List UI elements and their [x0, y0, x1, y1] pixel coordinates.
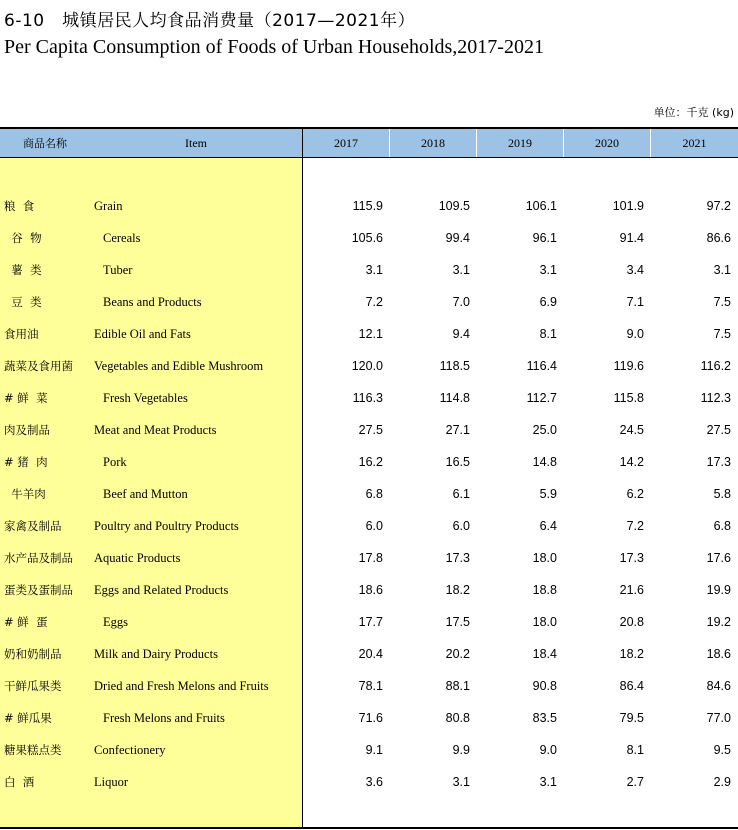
row-item-en: Confectionery: [94, 743, 166, 757]
header-item: Item: [90, 129, 302, 157]
value-cell-2021: 17.6: [706, 551, 731, 565]
value-cell-2017: 17.8: [358, 551, 383, 565]
value-cell-2020: 18.2: [619, 647, 644, 661]
row-name-cn: 糖果糕点类: [4, 743, 62, 757]
value-cell-2021: 2.9: [713, 775, 731, 789]
value-cell-2021: 9.5: [713, 743, 731, 757]
value-cell-2019: 6.4: [539, 519, 557, 533]
table-row: [0, 318, 738, 350]
value-cell-2018: 7.0: [452, 295, 470, 309]
table-row: [0, 190, 738, 222]
value-cell-2017: 116.3: [352, 391, 383, 405]
value-cell-2021: 116.2: [700, 359, 731, 373]
value-cell-2019: 106.1: [525, 199, 557, 213]
table-bottom-rule: [0, 827, 738, 829]
value-cell-2017: 20.4: [358, 647, 383, 661]
value-cell-2018: 17.5: [445, 615, 470, 629]
table-row: [0, 542, 738, 574]
value-cell-2020: 115.8: [613, 391, 644, 405]
value-cell-2017: 115.9: [352, 199, 383, 213]
value-cell-2021: 18.6: [706, 647, 731, 661]
value-cell-2019: 6.9: [539, 295, 557, 309]
row-name-cn: 蛋类及蛋制品: [4, 583, 73, 597]
value-cell-2019: 83.5: [532, 711, 557, 725]
value-cell-2018: 20.2: [445, 647, 470, 661]
value-cell-2018: 27.1: [445, 423, 470, 437]
row-name-cn: 肉及制品: [4, 423, 50, 437]
value-cell-2021: 7.5: [713, 295, 731, 309]
value-cell-2020: 101.9: [612, 199, 644, 213]
value-cell-2019: 18.8: [532, 583, 557, 597]
table-row: [0, 638, 738, 670]
table-row: [0, 414, 738, 446]
row-item-en: Milk and Dairy Products: [94, 647, 218, 661]
page-title-english: Per Capita Consumption of Foods of Urban Households,2017-2021: [4, 36, 544, 58]
value-cell-2017: 3.1: [365, 263, 383, 277]
value-cell-2021: 19.2: [706, 615, 731, 629]
row-item-en: Fresh Vegetables: [103, 391, 188, 405]
value-cell-2019: 25.0: [532, 423, 557, 437]
value-cell-2017: 7.2: [365, 295, 383, 309]
value-cell-2017: 120.0: [351, 359, 383, 373]
value-cell-2018: 9.4: [452, 327, 470, 341]
row-name-cn: # 鲜 菜: [4, 391, 48, 405]
table-row: [0, 254, 738, 286]
table-row: [0, 222, 738, 254]
header-year-2018: 2018: [390, 129, 476, 157]
row-item-en: Cereals: [103, 231, 141, 245]
value-cell-2019: 3.1: [539, 263, 557, 277]
table-row: [0, 702, 738, 734]
value-cell-2017: 27.5: [358, 423, 383, 437]
value-cell-2019: 90.8: [532, 679, 557, 693]
table-row: [0, 670, 738, 702]
row-item-en: Poultry and Poultry Products: [94, 519, 239, 533]
value-cell-2018: 99.4: [445, 231, 470, 245]
value-cell-2019: 96.1: [532, 231, 557, 245]
table-row: [0, 606, 738, 638]
value-cell-2020: 119.6: [613, 359, 644, 373]
value-cell-2019: 112.7: [526, 391, 557, 405]
row-name-cn: 牛羊肉: [4, 487, 46, 501]
value-cell-2018: 80.8: [445, 711, 470, 725]
value-cell-2019: 18.4: [532, 647, 557, 661]
row-item-en: Aquatic Products: [94, 551, 181, 565]
value-cell-2021: 77.0: [706, 711, 731, 725]
header-divider: [389, 129, 390, 157]
value-cell-2020: 8.1: [626, 743, 644, 757]
value-cell-2018: 3.1: [452, 263, 470, 277]
value-cell-2020: 21.6: [619, 583, 644, 597]
value-cell-2019: 3.1: [539, 775, 557, 789]
header-divider: [302, 129, 303, 157]
value-cell-2018: 17.3: [445, 551, 470, 565]
value-cell-2021: 3.1: [713, 263, 731, 277]
value-cell-2017: 6.8: [365, 487, 383, 501]
row-name-cn: 蔬菜及食用菌: [4, 359, 73, 373]
row-item-en: Meat and Meat Products: [94, 423, 217, 437]
value-cell-2019: 18.0: [532, 551, 557, 565]
row-item-en: Edible Oil and Fats: [94, 327, 191, 341]
value-cell-2021: 27.5: [706, 423, 731, 437]
value-cell-2017: 6.0: [365, 519, 383, 533]
value-cell-2020: 86.4: [619, 679, 644, 693]
value-cell-2017: 9.1: [365, 743, 383, 757]
value-cell-2021: 97.2: [706, 199, 731, 213]
row-name-cn: 水产品及制品: [4, 551, 73, 565]
value-cell-2018: 16.5: [445, 455, 470, 469]
value-cell-2020: 17.3: [619, 551, 644, 565]
value-cell-2019: 8.1: [539, 327, 557, 341]
value-cell-2019: 14.8: [532, 455, 557, 469]
value-cell-2017: 12.1: [358, 327, 383, 341]
row-name-cn: 粮 食: [4, 199, 35, 213]
header-year-2021: 2021: [651, 129, 738, 157]
value-cell-2018: 118.5: [439, 359, 470, 373]
row-item-en: Tuber: [103, 263, 133, 277]
value-cell-2018: 109.5: [438, 199, 470, 213]
row-name-cn: # 鲜瓜果: [4, 711, 52, 725]
value-cell-2021: 19.9: [706, 583, 731, 597]
value-cell-2020: 91.4: [619, 231, 644, 245]
row-name-cn: # 猪 肉: [4, 455, 48, 469]
value-cell-2021: 84.6: [706, 679, 731, 693]
row-item-en: Eggs: [103, 615, 128, 629]
value-cell-2021: 17.3: [706, 455, 731, 469]
value-cell-2018: 3.1: [452, 775, 470, 789]
value-cell-2017: 3.6: [365, 775, 383, 789]
value-cell-2020: 20.8: [619, 615, 644, 629]
value-cell-2020: 7.1: [626, 295, 644, 309]
table-row: [0, 382, 738, 414]
row-name-cn: 干鲜瓜果类: [4, 679, 62, 693]
header-divider: [476, 129, 477, 157]
value-cell-2019: 116.4: [526, 359, 557, 373]
value-cell-2021: 7.5: [713, 327, 731, 341]
page-title-chinese: 6-10 城镇居民人均食品消费量（2017—2021年）: [4, 11, 416, 31]
table-row: [0, 734, 738, 766]
row-name-cn: # 鲜 蛋: [4, 615, 48, 629]
value-cell-2017: 105.6: [351, 231, 383, 245]
row-name-cn: 奶和奶制品: [4, 647, 62, 661]
value-cell-2018: 18.2: [445, 583, 470, 597]
table-row: [0, 510, 738, 542]
row-item-en: Beef and Mutton: [103, 487, 188, 501]
value-cell-2017: 16.2: [358, 455, 383, 469]
value-cell-2020: 7.2: [626, 519, 644, 533]
value-cell-2019: 5.9: [539, 487, 557, 501]
value-cell-2018: 6.1: [452, 487, 470, 501]
value-cell-2020: 79.5: [619, 711, 644, 725]
row-item-en: Beans and Products: [103, 295, 202, 309]
value-cell-2017: 78.1: [358, 679, 383, 693]
row-name-cn: 家禽及制品: [4, 519, 62, 533]
row-item-en: Vegetables and Edible Mushroom: [94, 359, 264, 373]
row-name-cn: 谷 物: [4, 231, 42, 245]
row-name-cn: 白 酒: [4, 775, 35, 789]
table-row: [0, 478, 738, 510]
table-header: [0, 129, 738, 158]
table-row: [0, 766, 738, 798]
value-cell-2020: 3.4: [626, 263, 644, 277]
header-divider: [650, 129, 651, 157]
value-cell-2017: 18.6: [358, 583, 383, 597]
value-cell-2017: 17.7: [358, 615, 383, 629]
value-cell-2019: 18.0: [532, 615, 557, 629]
table-row: [0, 286, 738, 318]
row-name-cn: 食用油: [4, 327, 39, 341]
row-item-en: Pork: [103, 455, 127, 469]
row-item-en: Grain: [94, 199, 123, 213]
value-cell-2020: 2.7: [626, 775, 644, 789]
row-item-en: Liquor: [94, 775, 129, 789]
header-year-2017: 2017: [303, 129, 389, 157]
value-cell-2018: 114.8: [439, 391, 470, 405]
row-item-en: Eggs and Related Products: [94, 583, 229, 597]
header-divider: [563, 129, 564, 157]
value-cell-2017: 71.6: [358, 711, 383, 725]
table-row: [0, 574, 738, 606]
value-cell-2020: 9.0: [626, 327, 644, 341]
table-row: [0, 446, 738, 478]
value-cell-2021: 5.8: [713, 487, 731, 501]
table-row: [0, 350, 738, 382]
value-cell-2020: 14.2: [619, 455, 644, 469]
value-cell-2021: 112.3: [700, 391, 731, 405]
row-item-en: Dried and Fresh Melons and Fruits: [94, 679, 269, 693]
value-cell-2020: 6.2: [626, 487, 644, 501]
row-name-cn: 豆 类: [4, 295, 42, 309]
value-cell-2018: 9.9: [452, 743, 470, 757]
header-year-2020: 2020: [564, 129, 650, 157]
header-year-2019: 2019: [477, 129, 563, 157]
value-cell-2019: 9.0: [539, 743, 557, 757]
row-name-cn: 薯 类: [4, 263, 42, 277]
header-name-cn: 商品名称: [0, 129, 90, 157]
unit-label: 单位：千克 (kg): [653, 106, 734, 119]
value-cell-2020: 24.5: [619, 423, 644, 437]
value-cell-2018: 88.1: [445, 679, 470, 693]
value-cell-2021: 6.8: [713, 519, 731, 533]
row-item-en: Fresh Melons and Fruits: [103, 711, 225, 725]
value-cell-2021: 86.6: [706, 231, 731, 245]
value-cell-2018: 6.0: [452, 519, 470, 533]
